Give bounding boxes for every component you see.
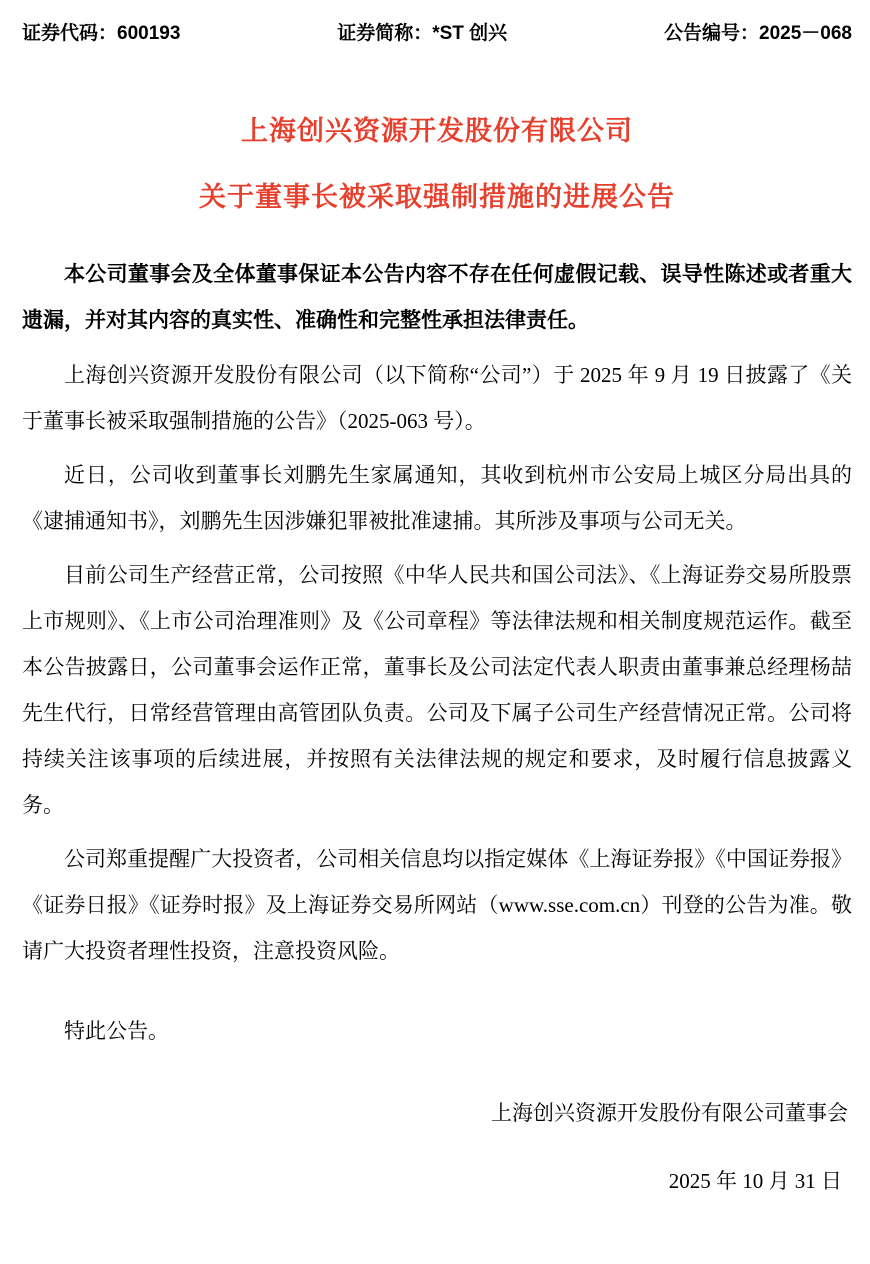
company-name-title: 上海创兴资源开发股份有限公司	[241, 116, 633, 146]
board-disclaimer-paragraph: 本公司董事会及全体董事保证本公告内容不存在任何虚假记载、误导性陈述或者重大遗漏，并对其内容的真实性、准确性和完整性承担法律责任。	[22, 263, 852, 332]
paragraph-operations-status: 目前公司生产经营正常，公司按照《中华人民共和国公司法》、《上海证券交易所股票上市规则》、《上市公司治理准则》及《公司章程》等法律法规和相关制度规范运作。截至本公告披露日，公司董事会运作正常，董事长及公司法定代表人职责由董事兼总经理杨喆先生代行，日常经营管理由高管团队负责。公司及下属子公司生产经营情况正常。公司将持续关注该事项的后续进展，并按照有关法律法规的规定和要求，及时履行信息披露义务。	[22, 563, 852, 817]
announcement-date: 2025 年 10 月 31 日	[668, 1169, 842, 1193]
announcement-subject-title: 关于董事长被采取强制措施的进展公告	[199, 182, 675, 212]
stock-code: 证券代码：600193	[22, 23, 181, 44]
closing-statement: 特此公告。	[64, 1019, 169, 1043]
stock-abbreviation: 证券简称：*ST 创兴	[337, 23, 508, 44]
paragraph-investor-reminder: 公司郑重提醒广大投资者，公司相关信息均以指定媒体《上海证券报》《中国证券报》《证券日报》《证券时报》及上海证券交易所网站（www.sse.com.cn）刊登的公告为准。敬请广大投资者理性投资，注意投资风险。	[22, 847, 852, 963]
document-header	[22, 20, 852, 48]
announcement-number: 公告编号：2025－068	[664, 23, 852, 44]
paragraph-prior-disclosure: 上海创兴资源开发股份有限公司（以下简称“公司”）于 2025 年 9 月 19 日披露了《关于董事长被采取强制措施的公告》（2025-063 号）。	[22, 363, 852, 433]
board-signature-line: 上海创兴资源开发股份有限公司董事会	[491, 1101, 848, 1125]
paragraph-arrest-notice: 近日，公司收到董事长刘鹏先生家属通知，其收到杭州市公安局上城区分局出具的《逮捕通知书》，刘鹏先生因涉嫌犯罪被批准逮捕。其所涉及事项与公司无关。	[22, 463, 852, 533]
